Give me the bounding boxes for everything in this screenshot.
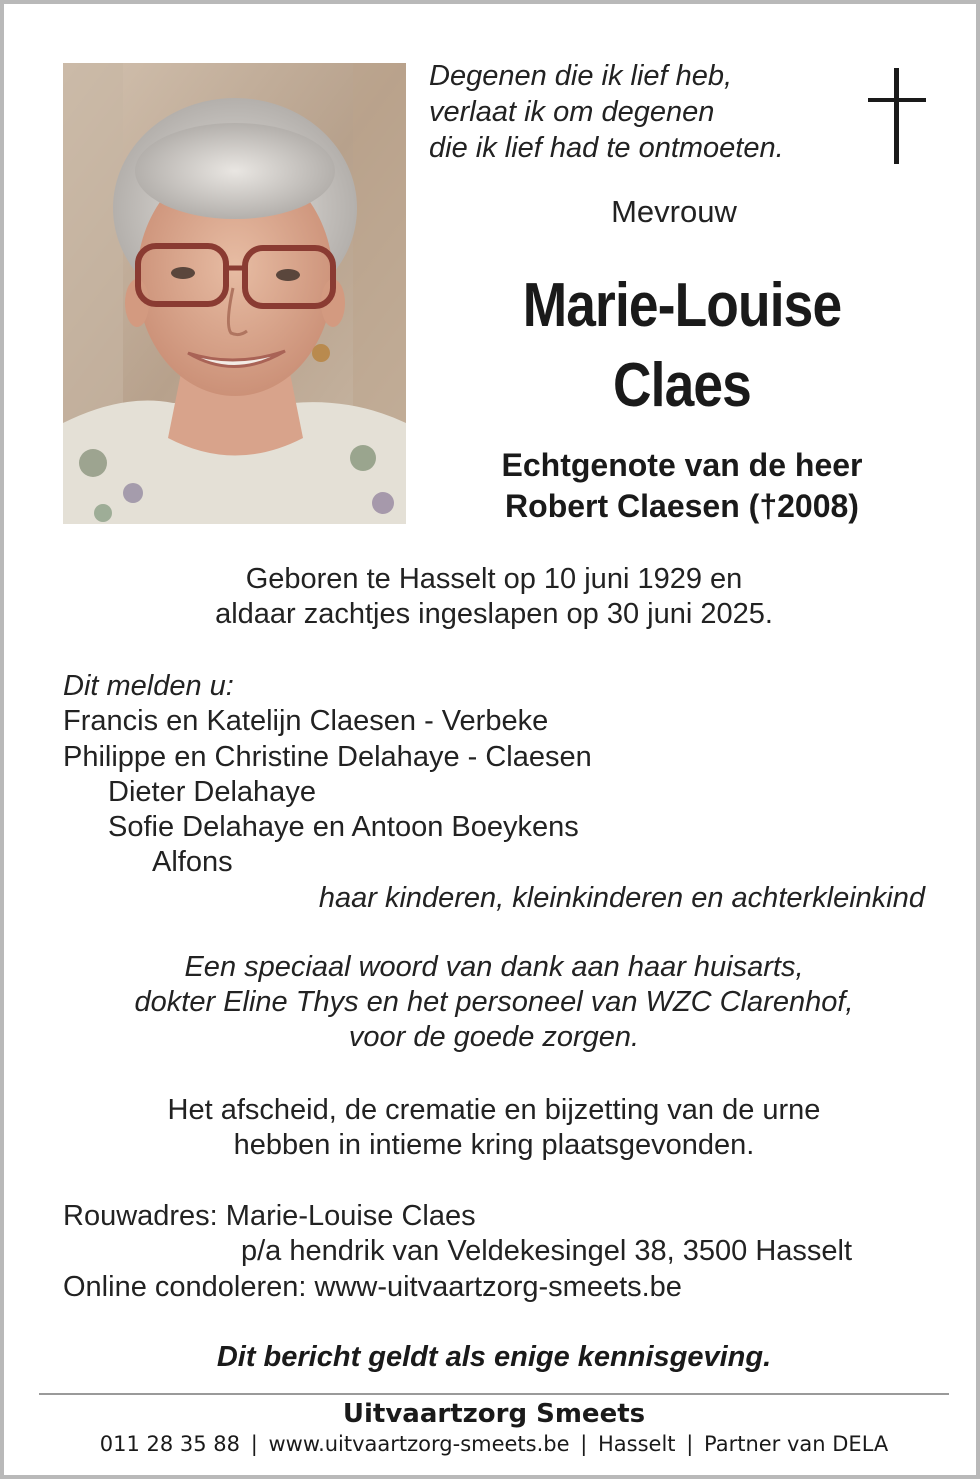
thanks-line: dokter Eline Thys en het personeel van WZC Clarenhof, bbox=[134, 986, 854, 1018]
first-name: Marie-Louise bbox=[522, 271, 842, 340]
family-member: Dieter Delahaye bbox=[108, 775, 316, 808]
company-contact bbox=[34, 1432, 954, 1456]
company-city: Hasselt bbox=[598, 1432, 676, 1456]
born-line: Geboren te Hasselt op 10 juni 1929 en bbox=[245, 563, 743, 595]
company-partner: Partner van DELA bbox=[703, 1432, 889, 1456]
spouse-line: Robert Claesen (†2008) bbox=[505, 488, 859, 524]
family-relation: haar kinderen, kleinkinderen en achterkleinkind bbox=[318, 881, 925, 914]
farewell-line: hebben in intieme kring plaatsgevonden. bbox=[233, 1129, 755, 1161]
address-line: Rouwadres: Marie-Louise Claes bbox=[63, 1200, 476, 1232]
family-member: Philippe en Christine Delahaye - Claesen bbox=[63, 740, 592, 773]
family-announcement bbox=[63, 669, 943, 916]
company-phone[interactable]: 011 28 35 88 bbox=[99, 1432, 241, 1456]
salutation: Mevrouw bbox=[611, 194, 737, 229]
memorial-quote bbox=[429, 58, 849, 166]
company-name: Uitvaartzorg Smeets bbox=[342, 1399, 646, 1429]
spouse-line: Echtgenote van de heer bbox=[501, 447, 863, 483]
family-member: Francis en Katelijn Claesen - Verbeke bbox=[63, 705, 549, 738]
portrait-illustration bbox=[63, 63, 406, 524]
last-name: Claes bbox=[612, 351, 751, 420]
farewell-message bbox=[44, 1093, 944, 1163]
thanks-message bbox=[44, 950, 944, 1055]
birth-death-info bbox=[44, 562, 944, 632]
separator: | bbox=[580, 1432, 588, 1456]
farewell-line: Het afscheid, de crematie en bijzetting van de urne bbox=[167, 1094, 821, 1126]
condolence-link[interactable]: Online condoleren: www-uitvaartzorg-smeets.be bbox=[63, 1270, 682, 1303]
company-website[interactable]: www.uitvaartzorg-smeets.be bbox=[268, 1432, 570, 1456]
footer-divider bbox=[39, 1393, 949, 1395]
separator: | bbox=[250, 1432, 258, 1456]
thanks-line: voor de goede zorgen. bbox=[348, 1021, 640, 1053]
separator: | bbox=[686, 1432, 694, 1456]
cross-icon bbox=[868, 68, 926, 164]
family-member: Alfons bbox=[152, 846, 233, 879]
thanks-line: Een speciaal woord van dank aan haar huisarts, bbox=[184, 951, 804, 983]
spouse-info bbox=[444, 445, 920, 527]
mourning-address bbox=[63, 1199, 943, 1305]
deceased-name bbox=[477, 266, 886, 426]
announcement-intro: Dit melden u: bbox=[63, 670, 234, 702]
quote-line: die ik lief had te ontmoeten. bbox=[429, 132, 784, 164]
portrait-photo bbox=[63, 63, 406, 524]
family-member: Sofie Delahaye en Antoon Boeykens bbox=[108, 811, 579, 844]
quote-line: verlaat ik om degenen bbox=[429, 96, 715, 128]
notice-text: Dit bericht geldt als enige kennisgeving. bbox=[216, 1341, 772, 1373]
quote-line: Degenen die ik lief heb, bbox=[429, 60, 733, 92]
address-line: p/a hendrik van Veldekesingel 38, 3500 Hasselt bbox=[241, 1235, 853, 1268]
born-line: aldaar zachtjes ingeslapen op 30 juni 2025. bbox=[215, 598, 773, 630]
